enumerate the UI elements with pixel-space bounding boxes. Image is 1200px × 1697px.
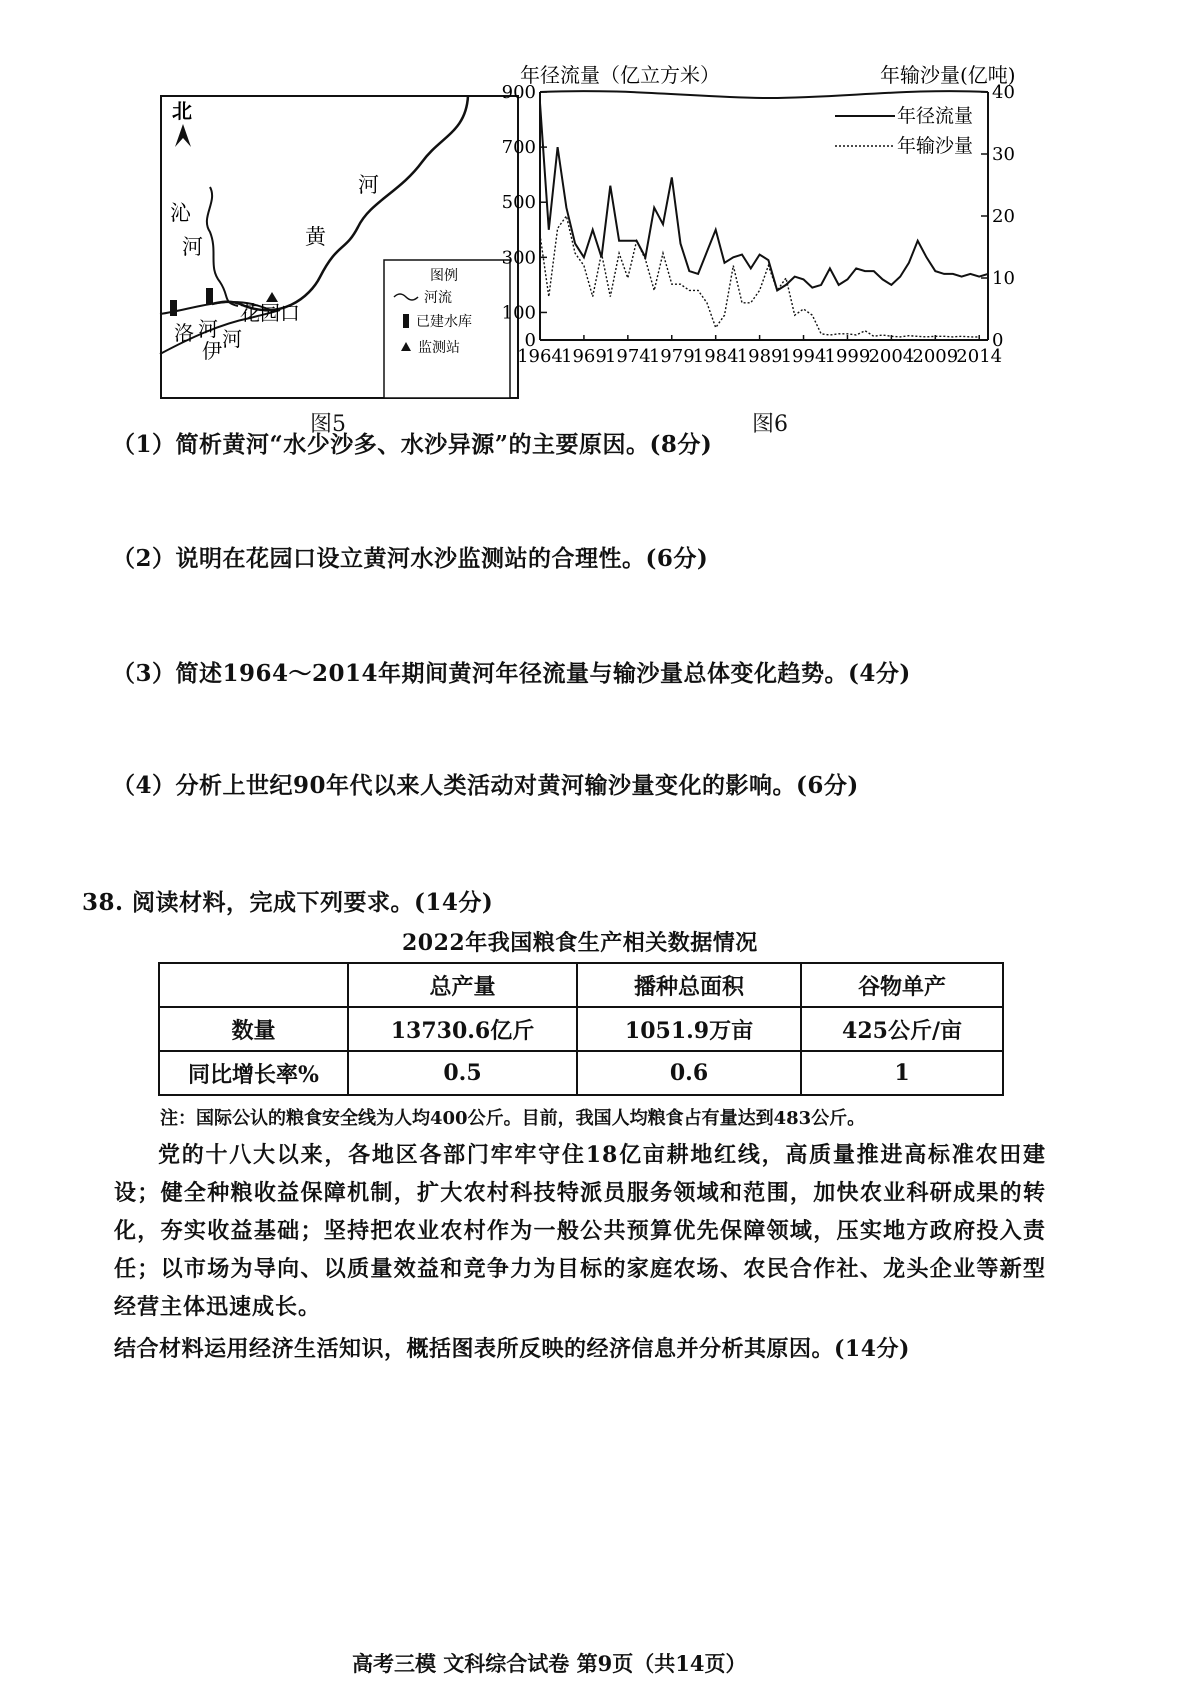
table-cell: 0.5 <box>348 1051 577 1095</box>
legend-title: 图例 <box>430 268 458 284</box>
chart-legend <box>835 105 973 157</box>
north-arrow-icon <box>175 124 191 147</box>
y-right-tick-label: 40 <box>992 82 1015 103</box>
x-tick-label: 1999 <box>824 346 871 367</box>
yellow-he-label: 河 <box>358 173 379 197</box>
luo-he-label: 河 <box>198 317 218 341</box>
north-label: 北 <box>172 99 192 123</box>
qin-label: 沁 <box>170 201 191 225</box>
reservoir-marker <box>206 288 213 304</box>
plot-top-border <box>540 91 988 98</box>
question-38-stem: 38. 阅读材料，完成下列要求。(14分) <box>82 889 494 916</box>
question-3: （3）简述1964～2014年期间黄河年径流量与输沙量总体变化趋势。(4分) <box>112 660 911 687</box>
table-cell: 425公斤/亩 <box>801 1007 1003 1051</box>
x-tick-label: 1989 <box>736 346 783 367</box>
x-tick-label: 2014 <box>956 346 1003 367</box>
table-cell: 数量 <box>159 1007 348 1051</box>
map-legend <box>384 260 510 398</box>
yi-label: 伊 <box>202 339 222 363</box>
table-header-cell: 总产量 <box>348 963 577 1007</box>
figure-6-caption: 图6 <box>752 412 788 437</box>
legend-label-runoff: 年径流量 <box>897 105 974 127</box>
x-tick-label: 2009 <box>912 346 959 367</box>
y-right-tick-label: 0 <box>992 330 1004 351</box>
y-left-tick-label: 700 <box>501 137 536 159</box>
x-tick-label: 1969 <box>561 346 607 367</box>
yi-he-label: 河 <box>222 327 242 351</box>
runoff-series-line <box>540 103 988 290</box>
y-left-tick-label: 0 <box>524 330 536 351</box>
x-tick-label: 1984 <box>692 346 739 367</box>
yellow-huang-label: 黄 <box>305 225 326 249</box>
y-left-tick-label: 900 <box>501 82 536 103</box>
table-header-row <box>159 963 1003 1007</box>
legend-river: 河流 <box>424 290 452 306</box>
question-2: （2）说明在花园口设立黄河水沙监测站的合理性。(6分) <box>112 545 709 572</box>
table-cell: 1 <box>801 1051 1003 1095</box>
x-tick-label: 1974 <box>604 346 651 367</box>
y-right-tick-label: 30 <box>992 144 1015 165</box>
legend-station: 监测站 <box>418 340 460 356</box>
table-note: 注：国际公认的粮食安全线为人均400公斤。目前，我国人均粮食占有量达到483公斤。 <box>160 1108 866 1129</box>
x-tick-label: 1994 <box>780 346 827 367</box>
table-row <box>159 1007 1003 1051</box>
table-cell: 同比增长率% <box>159 1051 348 1095</box>
x-tick-label: 1979 <box>648 346 695 367</box>
table-row <box>159 1051 1003 1095</box>
figure-6-chart <box>501 60 1100 400</box>
y-right-axis-label: 年输沙量(亿吨) <box>880 63 1016 87</box>
figure-5-map <box>160 92 520 402</box>
y-right-tick-label: 10 <box>992 268 1015 289</box>
y-left-axis-label: 年径流量（亿立方米） <box>520 63 720 87</box>
y-left-tick-label: 100 <box>501 302 536 324</box>
question-1: （1）简析黄河“水少沙多、水沙异源”的主要原因。(8分) <box>112 431 713 458</box>
x-tick-label: 2004 <box>868 346 915 367</box>
table-header-cell: 谷物单产 <box>801 963 1003 1007</box>
table-title: 2022年我国粮食生产相关数据情况 <box>402 930 758 956</box>
table-cell: 1051.9万亩 <box>577 1007 801 1051</box>
legend-reservoir: 已建水库 <box>416 314 472 330</box>
table-header-cell <box>159 963 348 1007</box>
table-cell: 13730.6亿斤 <box>348 1007 577 1051</box>
table-header-cell: 播种总面积 <box>577 963 801 1007</box>
page-footer: 高考三模 文科综合试卷 第9页（共14页） <box>352 1651 747 1676</box>
table-cell: 0.6 <box>577 1051 801 1095</box>
qin-he-label: 河 <box>182 235 203 259</box>
legend-label-sediment: 年输沙量 <box>897 135 974 157</box>
y-right-tick-label: 20 <box>992 206 1015 227</box>
station-label: 花园口 <box>240 301 300 325</box>
figure-5-caption: 图5 <box>310 412 346 437</box>
question-4: （4）分析上世纪90年代以来人类活动对黄河输沙量变化的影响。(6分) <box>112 772 859 799</box>
question-38-task: 结合材料运用经济生活知识，概括图表所反映的经济信息并分析其原因。(14分) <box>114 1336 910 1362</box>
y-left-tick-label: 500 <box>501 192 536 214</box>
x-tick-label: 1964 <box>517 346 563 367</box>
y-left-tick-label: 300 <box>501 247 536 269</box>
grain-data-table <box>158 962 1004 1096</box>
luo-label: 洛 <box>174 321 194 345</box>
reservoir-legend-icon <box>403 314 409 328</box>
reservoir-marker <box>170 300 177 316</box>
sediment-series-line <box>540 216 979 337</box>
material-paragraph: 党的十八大以来，各地区各部门牢牢守住18亿亩耕地红线，高质量推进高标准农田建设；健全种粮收益保障机制，扩大农村科技特派员服务领域和范围，加快农业科研成果的转化，夯实收益基础；坚持把农业农村作为一般公共预算优先保障领域，压实地方政府投入责任；以市场为导向、以质量效益和竞争力为目标的家庭农场、农民合作社、龙头企业等新型经营主体迅速成长。 <box>114 1142 1046 1320</box>
